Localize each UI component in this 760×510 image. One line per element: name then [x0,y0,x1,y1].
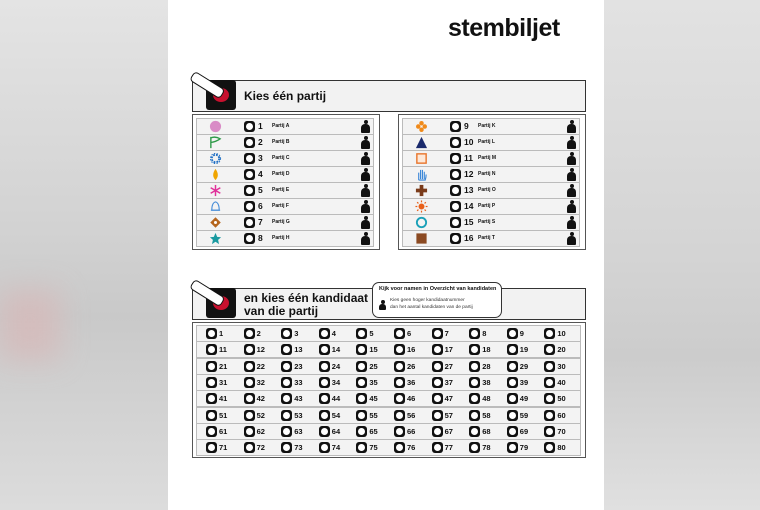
candidate-vote-circle[interactable] [394,410,405,421]
candidate-number: 28 [482,361,491,371]
candidate-number: 79 [519,443,529,453]
party-number: 11 [464,153,473,163]
party-name: Partij L [478,139,495,145]
candidate-number: 70 [557,426,566,436]
candidate-number: 45 [369,394,378,404]
party-number: 9 [464,121,469,131]
candidate-number: 7 [444,329,449,338]
candidate-number: 31 [219,377,228,387]
party-number: 8 [258,233,263,243]
pink-snowflake-icon [200,184,230,197]
candidate-vote-circle[interactable] [544,377,555,388]
candidate-vote-circle[interactable] [469,361,480,372]
candidate-number: 47 [444,394,453,404]
candidate-vote-circle[interactable] [281,377,292,388]
candidate-row [196,358,581,375]
pencil-icon [206,288,236,318]
orange-drop-icon [200,168,230,181]
party-name: Partij G [272,219,290,225]
candidate-vote-circle[interactable] [544,426,555,437]
candidate-vote-circle[interactable] [244,344,255,355]
candidate-vote-circle[interactable] [544,410,555,421]
candidate-number: 43 [294,394,303,404]
candidate-number: 39 [519,377,529,387]
candidate-vote-circle[interactable] [544,344,555,355]
party-number: 5 [258,185,263,195]
candidate-number: 57 [444,410,453,420]
candidate-count-icon [567,152,576,165]
candidate-row [196,325,581,342]
candidate-vote-circle[interactable] [206,377,217,388]
candidate-number: 13 [294,345,303,355]
candidate-number: 80 [557,443,566,453]
candidate-vote-circle[interactable] [319,442,330,453]
left-party-row[interactable] [196,150,374,167]
candidate-vote-circle[interactable] [244,393,255,404]
candidate-count-icon [361,120,370,133]
candidate-vote-circle[interactable] [432,344,443,355]
candidate-vote-circle[interactable] [469,393,480,404]
party-name: Partij H [272,235,290,241]
candidate-vote-circle[interactable] [432,328,443,339]
orange-square-icon [406,152,436,165]
party-name: Partij A [272,123,290,129]
candidate-vote-circle[interactable] [432,377,443,388]
candidate-number: 76 [407,443,416,453]
candidate-vote-circle[interactable] [356,377,367,388]
candidate-count-icon [567,168,576,181]
candidate-vote-circle[interactable] [281,442,292,453]
candidate-vote-circle[interactable] [469,328,480,339]
vote-circle[interactable] [244,169,255,180]
candidate-row [196,341,581,358]
left-party-row[interactable] [196,166,374,183]
candidate-vote-circle[interactable] [432,393,443,404]
teal-ring-icon [406,216,436,229]
candidate-number: 60 [557,410,566,420]
candidate-vote-circle[interactable] [507,344,518,355]
candidate-number: 17 [444,345,453,355]
candidate-number: 15 [369,345,378,355]
vote-circle[interactable] [450,185,461,196]
party-number: 6 [258,201,263,211]
candidate-number: 69 [519,426,529,436]
candidate-heading-line2: van die partij [244,304,319,318]
candidate-row [196,390,581,407]
blue-bell-icon [200,200,230,213]
candidate-count-icon [567,216,576,229]
candidate-number: 37 [444,377,453,387]
candidate-vote-circle[interactable] [469,344,480,355]
party-number: 14 [464,201,474,211]
candidate-vote-circle[interactable] [206,344,217,355]
candidate-vote-circle[interactable] [544,442,555,453]
candidate-vote-circle[interactable] [244,377,255,388]
candidate-vote-circle[interactable] [507,442,518,453]
info-title: Kijk voor namen in Overzicht van kandidaten [379,286,497,292]
candidate-vote-circle[interactable] [544,328,555,339]
candidate-count-icon [361,136,370,149]
candidate-vote-circle[interactable] [244,442,255,453]
candidate-number: 63 [294,426,303,436]
vote-circle[interactable] [244,153,255,164]
candidate-vote-circle[interactable] [432,410,443,421]
left-party-row[interactable] [196,214,374,231]
party-name: Partij M [478,155,497,161]
candidate-vote-circle[interactable] [469,426,480,437]
candidate-vote-circle[interactable] [394,393,405,404]
candidate-count-icon [567,184,576,197]
brown-cross-icon [406,184,436,197]
candidate-vote-circle[interactable] [281,344,292,355]
green-flag-icon [200,136,230,149]
candidate-row [196,423,581,440]
candidate-vote-circle[interactable] [356,361,367,372]
candidate-vote-circle[interactable] [507,393,518,404]
candidate-vote-circle[interactable] [319,377,330,388]
candidate-vote-circle[interactable] [356,344,367,355]
candidate-number: 32 [256,377,265,387]
candidate-number: 54 [331,410,341,420]
person-icon [379,300,386,310]
candidate-heading-line1: en kies één kandidaat [244,291,369,305]
candidate-vote-circle[interactable] [544,361,555,372]
candidate-vote-circle[interactable] [432,442,443,453]
info-line2: dan het aantal kandidaten van de partij [390,305,473,310]
candidate-number: 4 [331,329,336,338]
candidate-number: 48 [482,394,491,404]
candidate-vote-circle[interactable] [319,393,330,404]
candidate-number: 3 [294,329,299,338]
candidate-number: 5 [369,329,374,338]
blue-hand-icon [406,168,436,181]
vote-circle[interactable] [450,153,461,164]
candidate-number: 16 [407,345,416,355]
left-party-row[interactable] [196,230,374,247]
candidate-vote-circle[interactable] [206,361,217,372]
left-party-row[interactable] [196,118,374,135]
candidate-number: 23 [294,361,303,371]
candidate-number: 26 [407,361,416,371]
candidate-vote-circle[interactable] [206,328,217,339]
party-number: 12 [464,169,474,179]
candidate-count-icon [361,200,370,213]
party-name: Partij S [478,219,496,225]
candidate-vote-circle[interactable] [469,442,480,453]
candidate-number: 49 [519,394,529,404]
candidate-number: 9 [519,329,524,338]
candidate-count-icon [567,200,576,213]
candidate-number: 14 [331,345,341,355]
vote-circle[interactable] [244,217,255,228]
candidate-number: 64 [331,426,341,436]
candidate-vote-circle[interactable] [394,442,405,453]
candidate-vote-circle[interactable] [356,328,367,339]
candidate-number: 56 [407,410,416,420]
candidate-vote-circle[interactable] [507,361,518,372]
candidate-number: 8 [482,329,487,338]
candidate-number: 68 [482,426,491,436]
candidate-vote-circle[interactable] [281,328,292,339]
candidate-number: 2 [256,329,261,338]
candidate-row [196,439,581,456]
candidate-number: 27 [444,361,453,371]
candidate-number: 10 [557,329,566,338]
blue-gear-icon [200,152,230,165]
right-party-row[interactable] [402,198,580,215]
left-party-row[interactable] [196,198,374,215]
candidate-number: 55 [369,410,378,420]
candidate-number: 6 [407,329,412,338]
candidate-number: 78 [482,443,491,453]
party-number: 2 [258,137,263,147]
candidate-number: 11 [219,345,227,355]
candidate-number: 40 [557,377,566,387]
vote-circle[interactable] [244,121,255,132]
party-name: Partij F [272,203,289,209]
party-heading: Kies één partij [244,89,327,103]
candidate-vote-circle[interactable] [356,442,367,453]
candidate-number: 50 [557,394,566,404]
candidate-vote-circle[interactable] [244,426,255,437]
vote-circle[interactable] [450,137,461,148]
teal-star-icon [200,232,230,245]
candidate-number: 75 [369,443,378,453]
candidate-vote-circle[interactable] [356,410,367,421]
candidate-number: 66 [407,426,416,436]
left-party-row[interactable] [196,182,374,199]
candidate-number: 24 [331,361,341,371]
candidate-count-icon [567,232,576,245]
candidate-row [196,374,581,391]
candidate-vote-circle[interactable] [319,361,330,372]
candidate-number: 51 [219,410,228,420]
orange-sun-icon [406,200,436,213]
pencil-icon [206,80,236,110]
party-number: 3 [258,153,263,163]
party-number: 10 [464,137,474,147]
ballot-title: stembiljet [448,14,560,42]
vote-circle[interactable] [450,217,461,228]
vote-circle[interactable] [450,169,461,180]
candidate-vote-circle[interactable] [281,393,292,404]
candidate-vote-circle[interactable] [394,344,405,355]
candidate-number: 46 [407,394,416,404]
candidate-number: 74 [331,443,341,453]
candidate-number: 12 [256,345,265,355]
party-number: 7 [258,217,263,227]
party-name: Partij N [478,171,496,177]
candidate-vote-circle[interactable] [432,361,443,372]
right-party-row[interactable] [402,118,580,135]
candidate-number: 61 [219,426,228,436]
info-line1: Kies geen hoger kandidaatnummer [390,298,465,303]
candidate-number: 72 [256,443,265,453]
candidate-number: 22 [256,361,265,371]
candidate-number: 36 [407,377,416,387]
right-party-row[interactable] [402,134,580,151]
candidate-vote-circle[interactable] [507,426,518,437]
candidate-number: 25 [369,361,378,371]
vote-circle[interactable] [244,137,255,148]
candidate-vote-circle[interactable] [432,426,443,437]
candidate-count-icon [567,120,576,133]
candidate-vote-circle[interactable] [319,410,330,421]
candidate-number: 38 [482,377,491,387]
candidate-number: 71 [219,443,228,453]
pink-circle-icon [200,120,230,133]
candidate-count-icon [361,152,370,165]
vote-circle[interactable] [450,201,461,212]
candidate-number: 53 [294,410,303,420]
candidate-vote-circle[interactable] [356,426,367,437]
right-party-row[interactable] [402,166,580,183]
candidate-vote-circle[interactable] [206,442,217,453]
right-party-row[interactable] [402,182,580,199]
right-party-row[interactable] [402,150,580,167]
candidate-vote-circle[interactable] [507,328,518,339]
candidate-number: 65 [369,426,378,436]
candidate-count-icon [361,216,370,229]
vote-circle[interactable] [244,233,255,244]
candidate-number: 33 [294,377,303,387]
candidate-number: 20 [557,345,566,355]
candidate-number: 1 [219,329,224,338]
candidate-vote-circle[interactable] [394,426,405,437]
background-right [604,0,760,510]
party-name: Partij B [272,139,290,145]
party-name: Partij K [478,123,496,129]
left-party-row[interactable] [196,134,374,151]
candidate-number: 18 [482,345,491,355]
candidate-vote-circle[interactable] [507,377,518,388]
candidate-number: 19 [519,345,529,355]
candidate-vote-circle[interactable] [394,328,405,339]
vote-circle[interactable] [450,121,461,132]
info-box [372,282,502,318]
candidate-vote-circle[interactable] [244,361,255,372]
party-name: Partij O [478,187,496,193]
candidate-count-icon [361,232,370,245]
brown-diamond-icon [200,216,230,229]
candidate-number: 42 [256,394,265,404]
right-party-row[interactable] [402,230,580,247]
candidate-number: 41 [219,394,228,404]
candidate-grid [192,322,586,458]
candidate-vote-circle[interactable] [319,328,330,339]
party-number: 1 [258,121,263,131]
candidate-vote-circle[interactable] [281,410,292,421]
candidate-number: 35 [369,377,378,387]
vote-circle[interactable] [244,201,255,212]
background-left [0,0,168,510]
orange-flower-icon [406,120,436,133]
candidate-number: 59 [519,410,529,420]
candidate-number: 21 [219,361,228,371]
brown-square-icon [406,232,436,245]
right-party-row[interactable] [402,214,580,231]
candidate-vote-circle[interactable] [281,426,292,437]
candidate-vote-circle[interactable] [469,377,480,388]
candidate-vote-circle[interactable] [469,410,480,421]
candidate-number: 44 [331,394,341,404]
candidate-vote-circle[interactable] [394,377,405,388]
candidate-number: 52 [256,410,265,420]
candidate-number: 58 [482,410,491,420]
candidate-number: 62 [256,426,265,436]
candidate-row [196,407,581,424]
candidate-vote-circle[interactable] [244,328,255,339]
navy-triangle-icon [406,136,436,149]
candidate-vote-circle[interactable] [206,393,217,404]
candidate-vote-circle[interactable] [507,410,518,421]
party-list-right [398,114,586,250]
vote-circle[interactable] [450,233,461,244]
party-number: 13 [464,185,474,195]
candidate-count-icon [567,136,576,149]
candidate-vote-circle[interactable] [544,393,555,404]
candidate-number: 29 [519,361,529,371]
candidate-count-icon [361,184,370,197]
party-number: 4 [258,169,263,179]
candidate-count-icon [361,168,370,181]
candidate-number: 67 [444,426,453,436]
party-name: Partij C [272,155,290,161]
candidate-vote-circle[interactable] [206,426,217,437]
candidate-number: 77 [444,443,453,453]
candidate-number: 34 [331,377,341,387]
party-name: Partij T [478,235,495,241]
candidate-vote-circle[interactable] [244,410,255,421]
party-name: Partij E [272,187,290,193]
candidate-vote-circle[interactable] [206,410,217,421]
candidate-vote-circle[interactable] [394,361,405,372]
candidate-number: 30 [557,361,566,371]
candidate-vote-circle[interactable] [319,426,330,437]
party-number: 16 [464,233,474,243]
candidate-vote-circle[interactable] [356,393,367,404]
party-list-left [192,114,380,250]
party-name: Partij D [272,171,290,177]
party-number: 15 [464,217,474,227]
party-name: Partij P [478,203,496,209]
candidate-number: 73 [294,443,303,453]
candidate-vote-circle[interactable] [319,344,330,355]
candidate-vote-circle[interactable] [281,361,292,372]
vote-circle[interactable] [244,185,255,196]
